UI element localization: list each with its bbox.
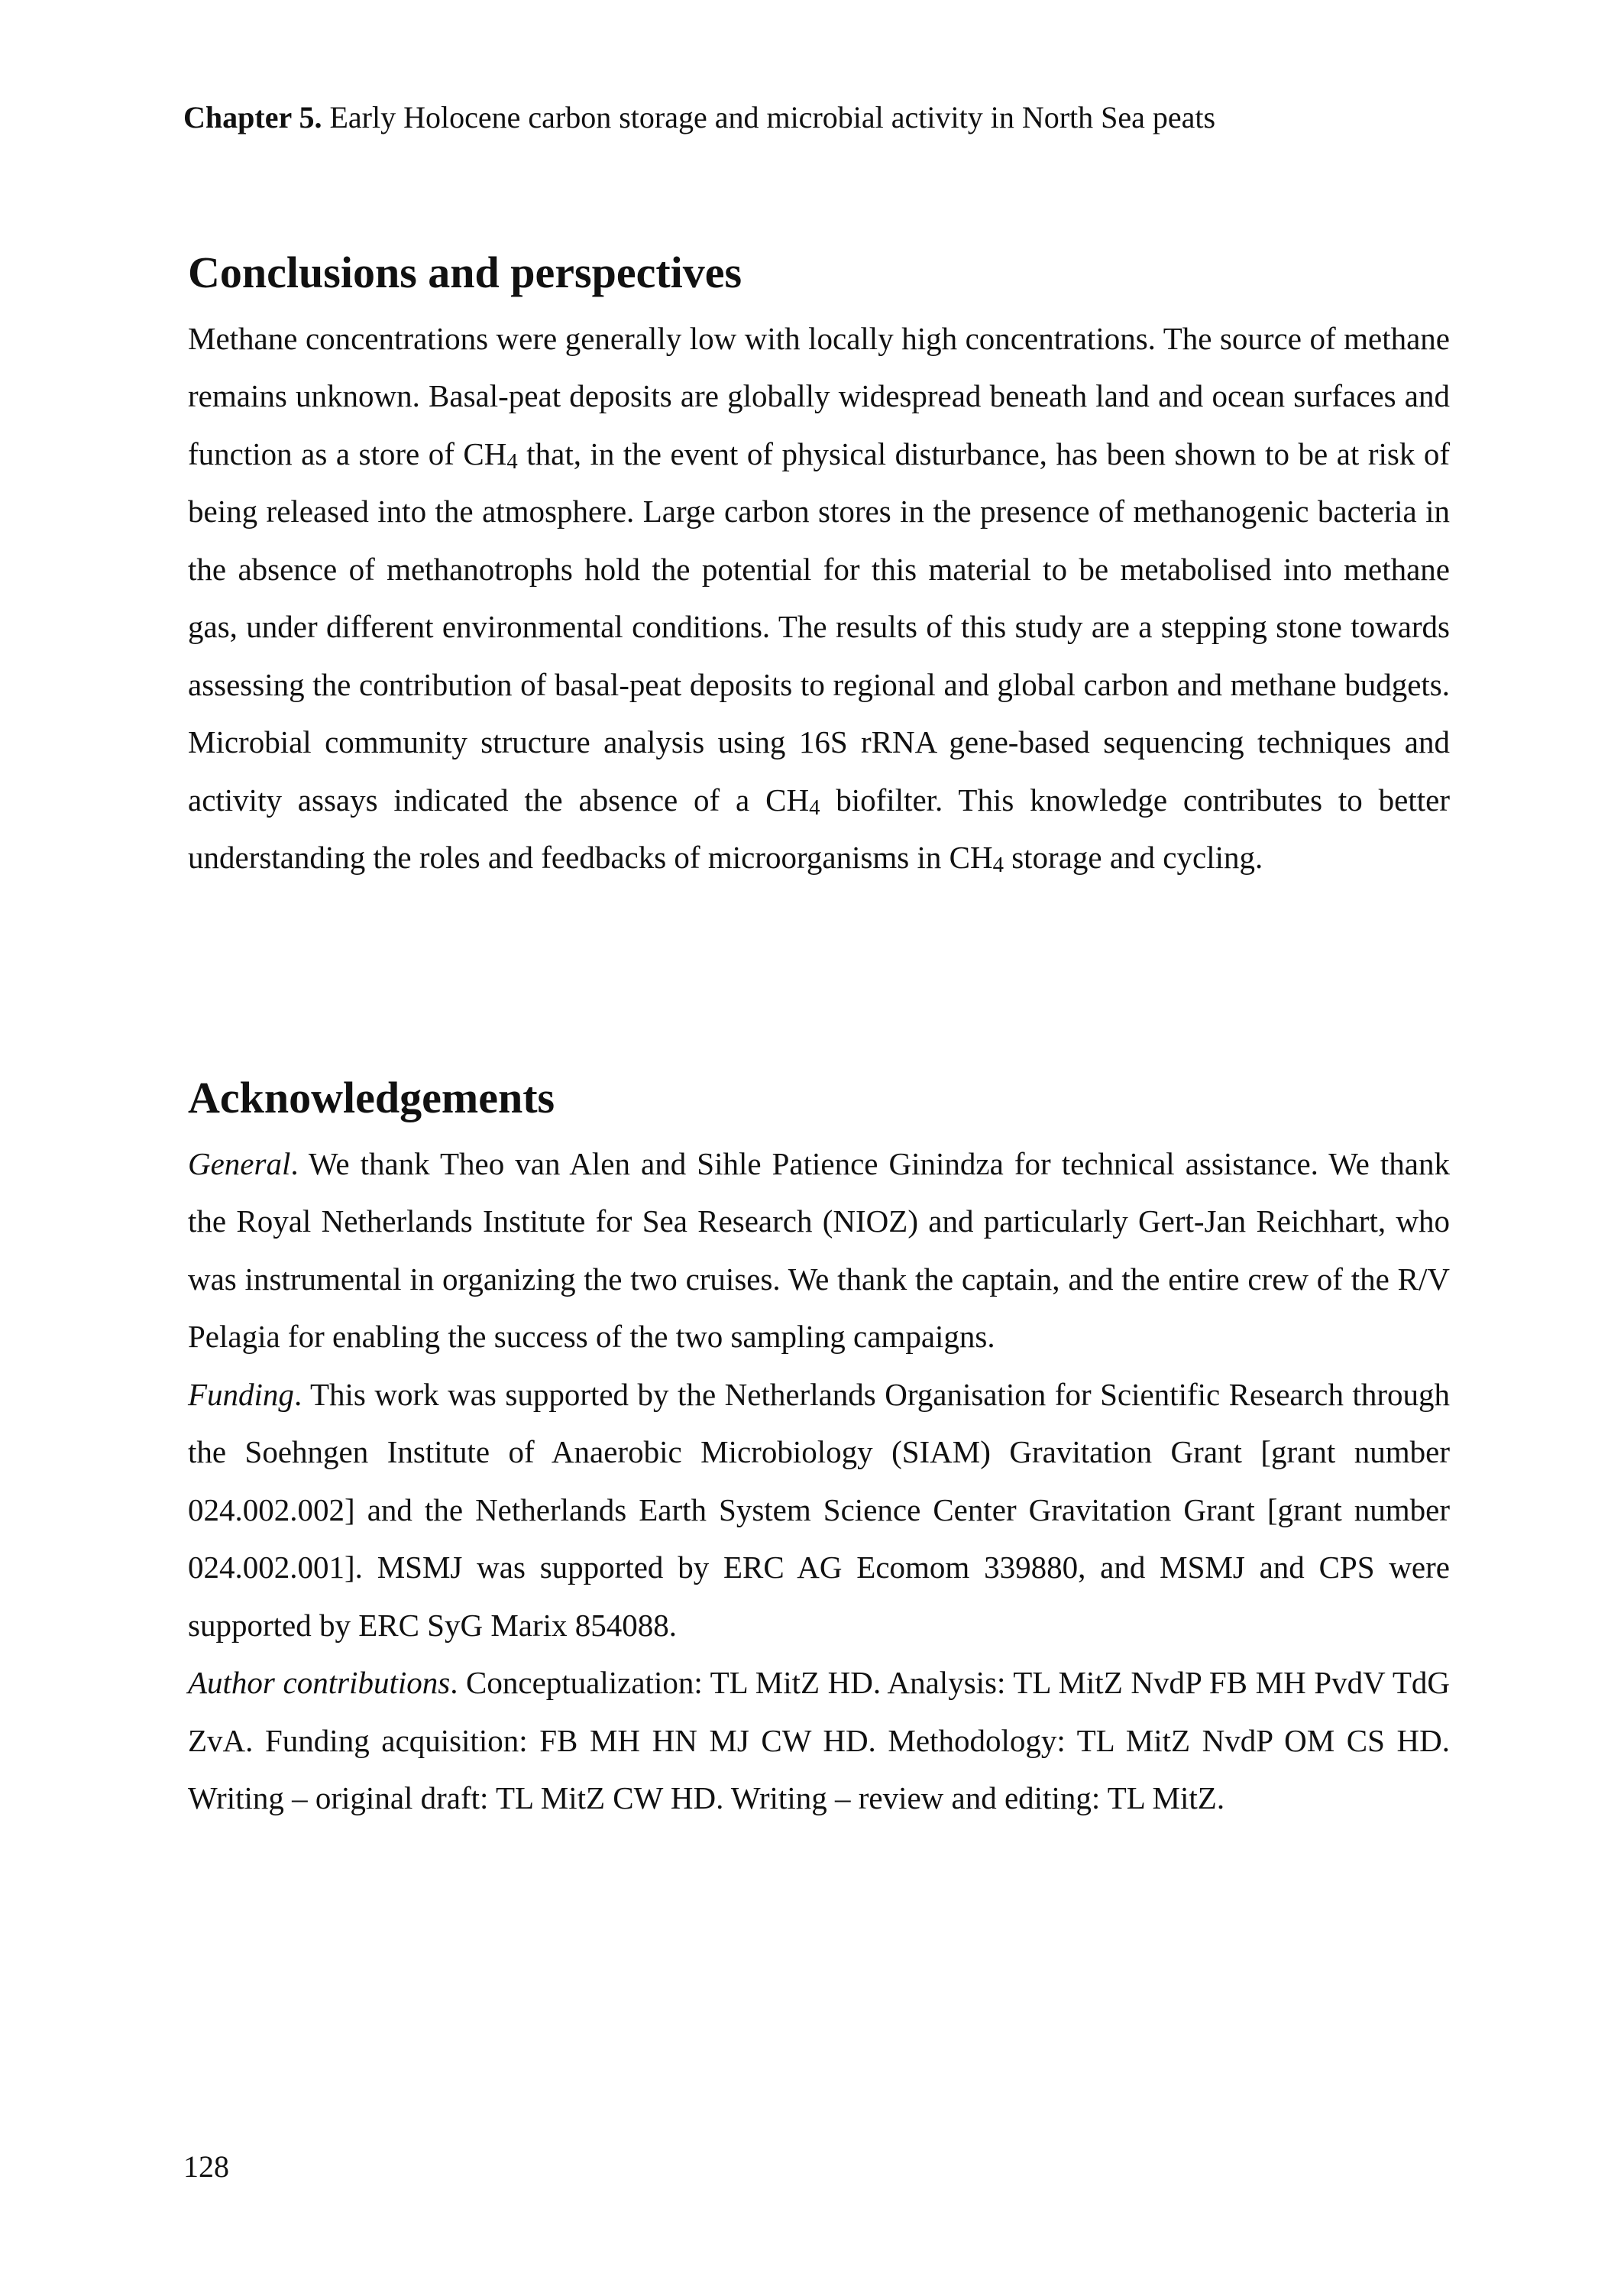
running-head	[183, 99, 1215, 136]
page-number: 128	[183, 2149, 229, 2184]
ch4-subscript-2: 4	[809, 795, 820, 820]
funding-paragraph	[188, 1366, 1450, 1655]
author-contributions-paragraph	[188, 1654, 1450, 1828]
conclusions-text-4: storage and cycling.	[1003, 840, 1263, 876]
general-label: General	[188, 1145, 291, 1181]
acknowledgements-section	[188, 1071, 1450, 1828]
conclusions-text-3: biofilter. This knowledge contributes to better understanding the roles and feedbacks of microorganisms in CH	[188, 782, 1450, 876]
conclusions-text-1: Methane concentrations were generally low with locally high concentrations. The source of methane remains unknown. Basal-peat deposits are globally widespread beneath land and ocean surfaces and function as a store of CH	[188, 320, 1450, 471]
general-text: . We thank Theo van Alen and Sihle Patience Ginindza for technical assistance. We thank the Royal Netherlands Institute for Sea Research (NIOZ) and particularly Gert-Jan Reichhart, who was instrumental in organizing the two cruises. We thank the captain, and the entire crew of the R/V Pelagia for enabling the success of the two sampling campaigns.	[188, 1145, 1450, 1355]
chapter-title: Early Holocene carbon storage and microbial activity in North Sea peats	[329, 100, 1216, 134]
funding-text: . This work was supported by the Netherlands Organisation for Scientific Research through the Soehngen Institute of Anaerobic Microbiology (SIAM) Gravitation Grant [grant number 024.002.002] and the Netherlands Earth System Science Center Gravitation Grant [grant number 024.002.001]. MSMJ was supported by ERC AG Ecomom 339880, and MSMJ and CPS were supported by ERC SyG Marix 854088.	[188, 1376, 1450, 1643]
conclusions-section	[188, 246, 1450, 887]
author-contributions-label: Author contributions	[188, 1665, 451, 1701]
conclusions-text-2: that, in the event of physical disturbance, has been shown to be at risk of being released into the atmosphere. Large carbon stores in the presence of methanogenic bacteria in the absence of methanotrophs hold the potential for this material to be metabolised into methane gas, under different environmental conditions. The results of this study are a stepping stone towards assessing the contribution of basal-peat deposits to regional and global carbon and methane budgets. Microbial community structure analysis using 16S rRNA gene-based sequencing techniques and activity assays indicated the absence of a CH	[188, 436, 1450, 818]
author-contributions-text: . Conceptualization: TL MitZ HD. Analysis: TL MitZ NvdP FB MH PvdV TdG ZvA. Funding acquisition: FB MH HN MJ CW HD. Methodology: TL MitZ NvdP OM CS HD. Writing – original draft: TL MitZ CW HD. Writing – review and editing: TL MitZ.	[188, 1665, 1450, 1816]
general-paragraph	[188, 1135, 1450, 1366]
conclusions-paragraph	[188, 310, 1450, 887]
acknowledgements-heading: Acknowledgements	[188, 1073, 555, 1122]
ch4-subscript-3: 4	[992, 853, 1004, 878]
conclusions-heading: Conclusions and perspectives	[188, 248, 742, 297]
ch4-subscript-1: 4	[506, 449, 518, 474]
funding-label: Funding	[188, 1376, 294, 1412]
chapter-label: Chapter 5.	[183, 100, 322, 134]
